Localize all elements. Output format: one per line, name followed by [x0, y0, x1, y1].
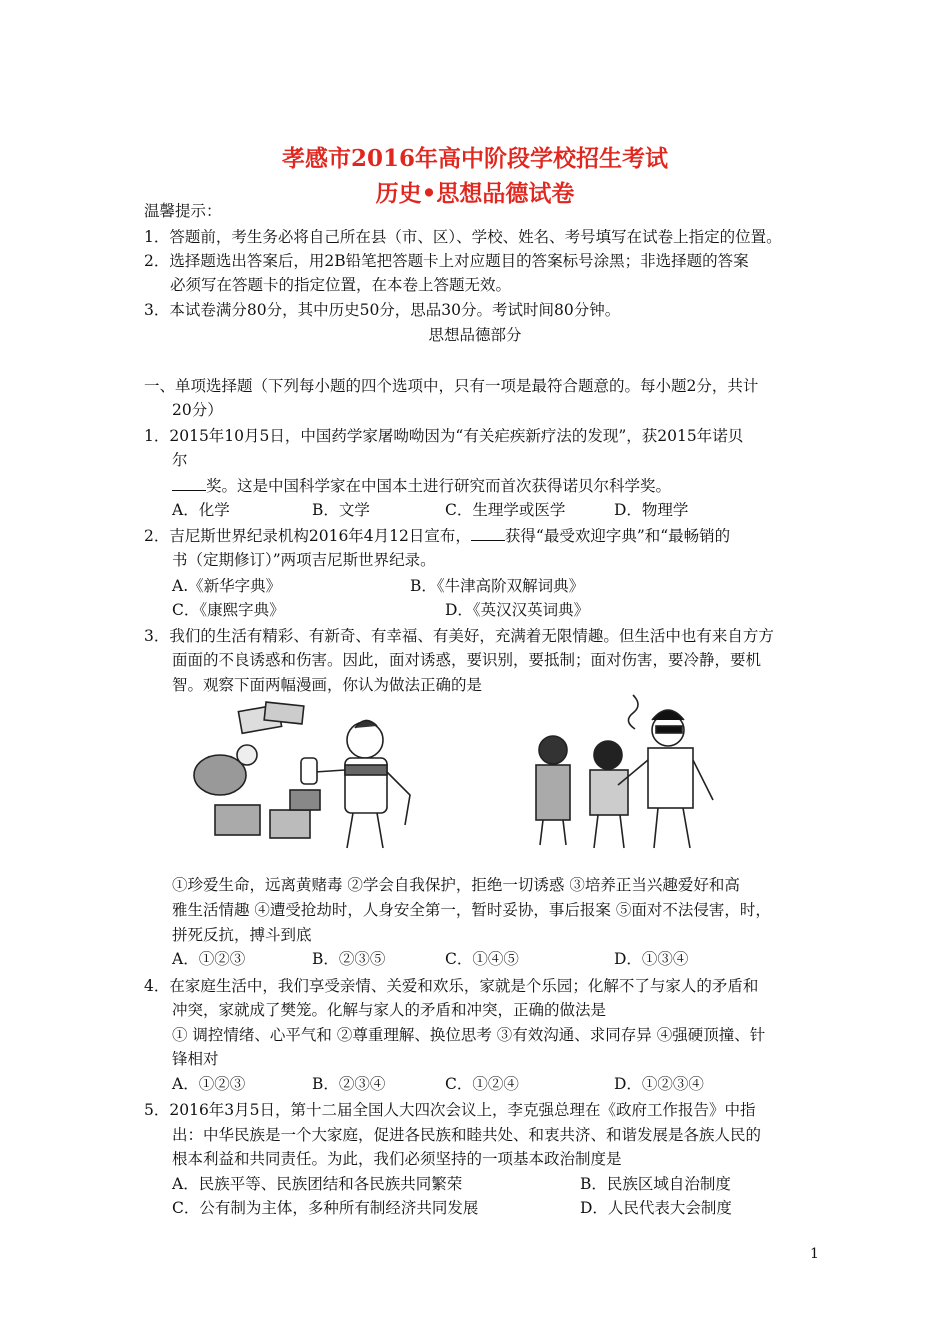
tip-item: 2．选择题选出答案后，用2B铅笔把答题卡上对应题目的答案标号涂黑；非选择题的答案: [144, 252, 749, 270]
question-3-statement: 拼死反抗，搏斗到底: [172, 926, 312, 944]
option: D．物理学: [614, 501, 689, 519]
part-heading: 一、单项选择题（下列每小题的四个选项中，只有一项是最符合题意的。每小题2分，共计: [144, 377, 759, 395]
question-2-line: [144, 525, 730, 547]
option: C．①②④: [445, 1075, 519, 1093]
cartoon-robbery: [528, 690, 738, 850]
tip-item: 3．本试卷满分80分，其中历史50分，思品30分。考试时间80分钟。: [144, 301, 621, 319]
option: B．②③⑤: [312, 950, 386, 968]
question-3-line: 智。观察下面两幅漫画，你认为做法正确的是: [172, 676, 483, 694]
question-2-text: 获得“最受欢迎字典”和“最畅销的: [504, 527, 731, 545]
tip-item: 1．答题前，考生务必将自己所在县（市、区）、学校、姓名、考号填写在试卷上指定的位置。: [144, 228, 782, 246]
question-3-line: 3．我们的生活有精彩、有新奇、有幸福、有美好，充满着无限情趣。但生活中也有来自方方: [144, 627, 774, 645]
question-5-line: 根本利益和共同责任。为此，我们必须坚持的一项基本政治制度是: [172, 1150, 622, 1168]
exam-subtitle: 历史•思想品德试卷: [375, 180, 575, 207]
question-1-line: 1．2015年10月5日，中国药学家屠呦呦因为“有关疟疾新疗法的发现”，获2015年诺贝: [144, 427, 744, 445]
answer-blank: [172, 476, 206, 491]
question-1-line: 尔: [172, 451, 188, 469]
page-number: 1: [810, 1246, 819, 1262]
answer-blank: [471, 526, 505, 541]
option: C．①④⑤: [445, 950, 519, 968]
part-heading-cont: 20分）: [172, 401, 223, 419]
question-3-line: 面面的不良诱惑和伤害。因此，面对诱惑，要识别，要抵制；面对伤害，要冷静，要机: [172, 651, 762, 669]
option: C．生理学或医学: [445, 501, 566, 519]
question-3-statement: ①珍爱生命，远离黄赌毒 ②学会自我保护，拒绝一切诱惑 ③培养正当兴趣爱好和高: [172, 876, 740, 894]
option: D．《英汉汉英词典》: [445, 601, 590, 619]
option: A．①②③: [172, 950, 246, 968]
option: B．《牛津高阶双解词典》: [410, 577, 585, 595]
option: B．民族区域自治制度: [580, 1175, 731, 1193]
option: D．①②③④: [614, 1075, 704, 1093]
option: B．文学: [312, 501, 370, 519]
option: C．《康熙字典》: [172, 601, 285, 619]
question-2-text: 2．吉尼斯世界纪录机构2016年4月12日宣布，: [144, 527, 471, 545]
exam-title: 孝感市2016年高中阶段学校招生考试: [281, 145, 668, 172]
option: D．人民代表大会制度: [580, 1199, 732, 1217]
question-4-statement: 锋相对: [172, 1050, 219, 1068]
question-5-line: 5．2016年3月5日，第十二届全国人大四次会议上，李克强总理在《政府工作报告》中指: [144, 1101, 756, 1119]
option: B．②③④: [312, 1075, 386, 1093]
tip-item: 必须写在答题卡的指定位置，在本卷上答题无效。: [170, 276, 512, 294]
option: A．民族平等、民族团结和各民族共同繁荣: [172, 1175, 463, 1193]
question-4-line: 冲突，家就成了樊笼。化解与家人的矛盾和冲突，正确的做法是: [172, 1001, 607, 1019]
question-1-line: [172, 475, 671, 497]
question-2-line: 书（定期修订）”两项吉尼斯世界纪录。: [172, 551, 436, 569]
tips-heading: 温馨提示：: [144, 202, 222, 220]
cartoon-refusing-temptation: [185, 700, 435, 850]
option: D．①③④: [614, 950, 689, 968]
section-title: 思想品德部分: [428, 326, 522, 344]
question-4-statement: ① 调控情绪、心平气和 ②尊重理解、换位思考 ③有效沟通、求同存异 ④强硬顶撞、针: [172, 1026, 766, 1044]
option: C．公有制为主体，多种所有制经济共同发展: [172, 1199, 479, 1217]
option: A．化学: [172, 501, 230, 519]
question-1-text: 奖。这是中国科学家在中国本土进行研究而首次获得诺贝尔科学奖。: [206, 477, 672, 495]
option: A.《新华字典》: [172, 577, 282, 595]
question-5-line: 出：中华民族是一个大家庭，促进各民族和睦共处、和衷共济、和谐发展是各族人民的: [172, 1126, 762, 1144]
option: A．①②③: [172, 1075, 246, 1093]
question-4-line: 4．在家庭生活中，我们享受亲情、关爱和欢乐，家就是个乐园；化解不了与家人的矛盾和: [144, 977, 759, 995]
question-3-statement: 雅生活情趣 ④遭受抢劫时，人身安全第一，暂时妥协，事后报案 ⑤面对不法侵害，时，: [172, 901, 771, 919]
